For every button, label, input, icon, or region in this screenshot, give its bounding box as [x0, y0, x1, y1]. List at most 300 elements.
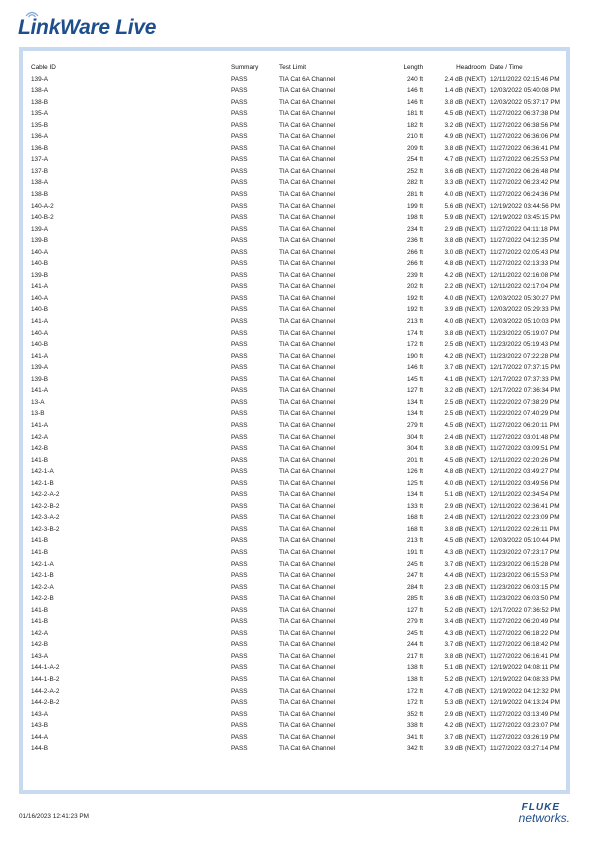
cell-length: 133 ft [407, 502, 423, 510]
table-row [31, 339, 564, 351]
cell-cable-id: 137-A [31, 156, 49, 164]
cell-date-time: 11/27/2022 03:01:48 PM [490, 433, 560, 441]
cell-date-time: 11/27/2022 06:36:41 PM [490, 144, 560, 152]
cell-headroom: 4.5 dB (NEXT) [444, 456, 486, 464]
cell-date-time: 11/23/2022 05:19:07 PM [490, 329, 560, 337]
cell-headroom: 2.5 dB (NEXT) [444, 398, 486, 406]
cell-length: 352 ft [407, 710, 423, 718]
cell-length: 146 ft [407, 98, 423, 106]
cell-length: 146 ft [407, 87, 423, 95]
cell-summary: PASS [231, 606, 248, 614]
cell-length: 284 ft [407, 583, 423, 591]
table-row [31, 74, 564, 86]
cell-headroom: 1.4 dB (NEXT) [444, 87, 486, 95]
cell-length: 213 ft [407, 318, 423, 326]
table-row [31, 489, 564, 501]
cell-headroom: 3.8 dB (NEXT) [444, 329, 486, 337]
cell-summary: PASS [231, 572, 248, 580]
cell-test-limit: TIA Cat 6A Channel [279, 352, 336, 360]
networks-brand-text: networks. [518, 811, 570, 825]
cell-headroom: 2.9 dB (NEXT) [444, 225, 486, 233]
cell-date-time: 12/11/2022 02:15:46 PM [490, 75, 560, 83]
cell-summary: PASS [231, 456, 248, 464]
cell-summary: PASS [231, 375, 248, 383]
cell-cable-id: 140-B [31, 306, 49, 314]
table-row [31, 524, 564, 536]
cell-headroom: 4.3 dB (NEXT) [444, 548, 486, 556]
cell-length: 266 ft [407, 248, 423, 256]
cell-test-limit: TIA Cat 6A Channel [279, 699, 336, 707]
cell-length: 304 ft [407, 433, 423, 441]
cell-date-time: 12/11/2022 02:17:04 PM [490, 283, 560, 291]
cell-cable-id: 142-2-B [31, 595, 54, 603]
cell-headroom: 4.0 dB (NEXT) [444, 318, 486, 326]
cell-date-time: 12/17/2022 07:36:34 PM [490, 387, 560, 395]
cell-summary: PASS [231, 618, 248, 626]
table-row [31, 224, 564, 236]
cell-summary: PASS [231, 733, 248, 741]
cell-test-limit: TIA Cat 6A Channel [279, 456, 336, 464]
cell-headroom: 3.6 dB (NEXT) [444, 167, 486, 175]
cell-headroom: 4.4 dB (NEXT) [444, 572, 486, 580]
cell-test-limit: TIA Cat 6A Channel [279, 225, 336, 233]
cell-length: 192 ft [407, 306, 423, 314]
cell-cable-id: 141-A [31, 283, 49, 291]
linkware-live-logo [18, 10, 218, 44]
cell-cable-id: 144-B [31, 745, 49, 753]
cell-summary: PASS [231, 387, 248, 395]
cell-length: 172 ft [407, 699, 423, 707]
cell-summary: PASS [231, 652, 248, 660]
cell-test-limit: TIA Cat 6A Channel [279, 468, 336, 476]
header-summary: Summary [231, 64, 259, 71]
table-row [31, 570, 564, 582]
cell-summary: PASS [231, 468, 248, 476]
cell-cable-id: 142-1-B [31, 479, 54, 487]
table-header-row [31, 62, 564, 74]
cell-test-limit: TIA Cat 6A Channel [279, 445, 336, 453]
cell-summary: PASS [231, 214, 248, 222]
cell-headroom: 5.3 dB (NEXT) [444, 699, 486, 707]
table-row [31, 247, 564, 259]
cell-date-time: 12/19/2022 04:08:33 PM [490, 675, 560, 683]
cell-test-limit: TIA Cat 6A Channel [279, 572, 336, 580]
cell-date-time: 11/22/2022 07:40:29 PM [490, 410, 560, 418]
cell-test-limit: TIA Cat 6A Channel [279, 745, 336, 753]
cell-date-time: 12/17/2022 07:36:52 PM [490, 606, 560, 614]
cell-date-time: 11/27/2022 06:25:53 PM [490, 156, 560, 164]
cell-test-limit: TIA Cat 6A Channel [279, 110, 336, 118]
cell-cable-id: 13-A [31, 398, 45, 406]
cell-cable-id: 139-A [31, 225, 49, 233]
table-row [31, 732, 564, 744]
cell-summary: PASS [231, 583, 248, 591]
cell-headroom: 3.8 dB (NEXT) [444, 525, 486, 533]
cell-date-time: 11/27/2022 02:13:33 PM [490, 260, 560, 268]
table-row [31, 258, 564, 270]
cell-summary: PASS [231, 410, 248, 418]
cell-summary: PASS [231, 225, 248, 233]
cell-length: 138 ft [407, 664, 423, 672]
table-body [31, 74, 564, 755]
cell-cable-id: 142-1-A [31, 560, 54, 568]
cell-date-time: 11/27/2022 06:18:42 PM [490, 641, 560, 649]
cell-headroom: 5.1 dB (NEXT) [444, 664, 486, 672]
cell-date-time: 11/27/2022 03:09:51 PM [490, 445, 560, 453]
table-row [31, 328, 564, 340]
table-row [31, 628, 564, 640]
cell-headroom: 4.7 dB (NEXT) [444, 156, 486, 164]
cell-length: 245 ft [407, 629, 423, 637]
table-row [31, 420, 564, 432]
table-row [31, 212, 564, 224]
cell-length: 127 ft [407, 606, 423, 614]
cell-cable-id: 137-B [31, 167, 49, 175]
cell-summary: PASS [231, 722, 248, 730]
cell-headroom: 4.2 dB (NEXT) [444, 722, 486, 730]
cell-length: 127 ft [407, 387, 423, 395]
cell-summary: PASS [231, 364, 248, 372]
cell-cable-id: 142-2-A-2 [31, 491, 60, 499]
cell-headroom: 5.2 dB (NEXT) [444, 675, 486, 683]
cell-cable-id: 142-2-B-2 [31, 502, 60, 510]
cell-date-time: 11/23/2022 07:22:28 PM [490, 352, 560, 360]
cell-test-limit: TIA Cat 6A Channel [279, 214, 336, 222]
cell-test-limit: TIA Cat 6A Channel [279, 318, 336, 326]
cell-length: 217 ft [407, 652, 423, 660]
cell-headroom: 3.8 dB (NEXT) [444, 652, 486, 660]
cell-test-limit: TIA Cat 6A Channel [279, 202, 336, 210]
cell-cable-id: 140-A [31, 248, 49, 256]
cell-summary: PASS [231, 202, 248, 210]
cell-test-limit: TIA Cat 6A Channel [279, 687, 336, 695]
cell-test-limit: TIA Cat 6A Channel [279, 722, 336, 730]
cell-headroom: 4.5 dB (NEXT) [444, 110, 486, 118]
table-row [31, 293, 564, 305]
cell-date-time: 11/27/2022 04:12:35 PM [490, 237, 560, 245]
cell-summary: PASS [231, 491, 248, 499]
cell-length: 172 ft [407, 687, 423, 695]
cell-test-limit: TIA Cat 6A Channel [279, 75, 336, 83]
cell-headroom: 3.7 dB (NEXT) [444, 364, 486, 372]
cell-cable-id: 140-B [31, 260, 49, 268]
cell-date-time: 11/27/2022 06:20:11 PM [490, 421, 560, 429]
cell-summary: PASS [231, 675, 248, 683]
cable-test-table [31, 62, 564, 755]
cell-test-limit: TIA Cat 6A Channel [279, 583, 336, 591]
cell-summary: PASS [231, 664, 248, 672]
cell-cable-id: 140-B-2 [31, 214, 54, 222]
cell-date-time: 11/23/2022 06:15:53 PM [490, 572, 560, 580]
cell-cable-id: 142-A [31, 629, 49, 637]
cell-length: 285 ft [407, 595, 423, 603]
cell-cable-id: 138-B [31, 98, 49, 106]
cell-headroom: 5.6 dB (NEXT) [444, 202, 486, 210]
cell-length: 247 ft [407, 572, 423, 580]
cell-summary: PASS [231, 133, 248, 141]
table-row [31, 304, 564, 316]
cell-test-limit: TIA Cat 6A Channel [279, 675, 336, 683]
cell-length: 342 ft [407, 745, 423, 753]
cell-summary: PASS [231, 479, 248, 487]
cell-date-time: 12/19/2022 03:44:56 PM [490, 202, 560, 210]
cell-date-time: 11/22/2022 07:38:29 PM [490, 398, 560, 406]
cell-test-limit: TIA Cat 6A Channel [279, 260, 336, 268]
cell-cable-id: 140-A-2 [31, 202, 54, 210]
cell-test-limit: TIA Cat 6A Channel [279, 98, 336, 106]
cell-date-time: 12/19/2022 04:08:11 PM [490, 664, 560, 672]
cell-summary: PASS [231, 502, 248, 510]
cell-date-time: 12/03/2022 05:29:33 PM [490, 306, 560, 314]
cell-length: 168 ft [407, 525, 423, 533]
cell-date-time: 12/11/2022 02:16:08 PM [490, 271, 560, 279]
cell-test-limit: TIA Cat 6A Channel [279, 329, 336, 337]
cell-test-limit: TIA Cat 6A Channel [279, 491, 336, 499]
cell-headroom: 5.1 dB (NEXT) [444, 491, 486, 499]
cell-headroom: 4.8 dB (NEXT) [444, 260, 486, 268]
cell-date-time: 12/11/2022 02:23:09 PM [490, 514, 560, 522]
cell-cable-id: 143-A [31, 710, 49, 718]
cell-length: 174 ft [407, 329, 423, 337]
cell-cable-id: 139-A [31, 75, 49, 83]
cell-headroom: 2.9 dB (NEXT) [444, 710, 486, 718]
cell-test-limit: TIA Cat 6A Channel [279, 191, 336, 199]
cell-cable-id: 135-A [31, 110, 49, 118]
table-row [31, 743, 564, 755]
cell-test-limit: TIA Cat 6A Channel [279, 421, 336, 429]
cell-cable-id: 141-B [31, 606, 49, 614]
cell-length: 134 ft [407, 491, 423, 499]
table-row [31, 235, 564, 247]
cell-date-time: 12/17/2022 07:37:15 PM [490, 364, 560, 372]
cell-headroom: 5.9 dB (NEXT) [444, 214, 486, 222]
cell-summary: PASS [231, 75, 248, 83]
table-row [31, 547, 564, 559]
cell-headroom: 3.9 dB (NEXT) [444, 745, 486, 753]
cell-headroom: 4.5 dB (NEXT) [444, 537, 486, 545]
cell-test-limit: TIA Cat 6A Channel [279, 514, 336, 522]
table-row [31, 374, 564, 386]
cell-test-limit: TIA Cat 6A Channel [279, 537, 336, 545]
cell-date-time: 11/27/2022 06:24:36 PM [490, 191, 560, 199]
cell-cable-id: 142-3-B-2 [31, 525, 60, 533]
table-row [31, 143, 564, 155]
cell-headroom: 4.2 dB (NEXT) [444, 352, 486, 360]
cell-test-limit: TIA Cat 6A Channel [279, 525, 336, 533]
cell-cable-id: 140-A [31, 329, 49, 337]
table-row [31, 385, 564, 397]
cell-length: 198 ft [407, 214, 423, 222]
cell-date-time: 11/27/2022 06:16:41 PM [490, 652, 560, 660]
cell-headroom: 4.5 dB (NEXT) [444, 421, 486, 429]
cell-cable-id: 143-B [31, 722, 49, 730]
cell-test-limit: TIA Cat 6A Channel [279, 144, 336, 152]
cell-length: 202 ft [407, 283, 423, 291]
cell-test-limit: TIA Cat 6A Channel [279, 502, 336, 510]
cell-summary: PASS [231, 237, 248, 245]
table-row [31, 651, 564, 663]
cell-length: 168 ft [407, 514, 423, 522]
cell-summary: PASS [231, 283, 248, 291]
table-row [31, 720, 564, 732]
cell-headroom: 3.7 dB (NEXT) [444, 560, 486, 568]
table-row [31, 559, 564, 571]
table-row [31, 697, 564, 709]
cell-date-time: 11/23/2022 06:15:28 PM [490, 560, 560, 568]
cell-length: 240 ft [407, 75, 423, 83]
table-row [31, 85, 564, 97]
cell-test-limit: TIA Cat 6A Channel [279, 606, 336, 614]
cell-summary: PASS [231, 710, 248, 718]
cell-length: 266 ft [407, 260, 423, 268]
cell-cable-id: 139-B [31, 375, 49, 383]
cell-cable-id: 138-A [31, 179, 49, 187]
table-row [31, 674, 564, 686]
cell-test-limit: TIA Cat 6A Channel [279, 652, 336, 660]
cell-test-limit: TIA Cat 6A Channel [279, 87, 336, 95]
cell-summary: PASS [231, 306, 248, 314]
cell-date-time: 11/27/2022 06:36:06 PM [490, 133, 560, 141]
cell-test-limit: TIA Cat 6A Channel [279, 595, 336, 603]
cell-cable-id: 142-A [31, 433, 49, 441]
cell-headroom: 3.8 dB (NEXT) [444, 445, 486, 453]
table-row [31, 97, 564, 109]
cell-cable-id: 142-B [31, 445, 49, 453]
cell-length: 210 ft [407, 133, 423, 141]
cell-headroom: 2.3 dB (NEXT) [444, 583, 486, 591]
cell-date-time: 11/27/2022 03:23:07 PM [490, 722, 560, 730]
cell-cable-id: 142-B [31, 641, 49, 649]
cell-headroom: 3.7 dB (NEXT) [444, 641, 486, 649]
cell-summary: PASS [231, 191, 248, 199]
cell-headroom: 3.3 dB (NEXT) [444, 179, 486, 187]
cell-cable-id: 141-A [31, 387, 49, 395]
cell-test-limit: TIA Cat 6A Channel [279, 375, 336, 383]
cell-headroom: 2.4 dB (NEXT) [444, 514, 486, 522]
cell-headroom: 4.9 dB (NEXT) [444, 133, 486, 141]
cell-test-limit: TIA Cat 6A Channel [279, 479, 336, 487]
cell-test-limit: TIA Cat 6A Channel [279, 733, 336, 741]
header-headroom: Headroom [456, 64, 486, 71]
cell-date-time: 12/11/2022 02:36:41 PM [490, 502, 560, 510]
cell-length: 190 ft [407, 352, 423, 360]
cell-test-limit: TIA Cat 6A Channel [279, 294, 336, 302]
cell-cable-id: 141-B [31, 537, 49, 545]
table-row [31, 593, 564, 605]
cell-summary: PASS [231, 121, 248, 129]
cell-date-time: 12/11/2022 03:49:27 PM [490, 468, 560, 476]
cell-date-time: 11/23/2022 06:03:15 PM [490, 583, 560, 591]
cell-headroom: 2.4 dB (NEXT) [444, 75, 486, 83]
cell-summary: PASS [231, 352, 248, 360]
cell-headroom: 3.2 dB (NEXT) [444, 387, 486, 395]
cell-test-limit: TIA Cat 6A Channel [279, 618, 336, 626]
cell-cable-id: 142-1-A [31, 468, 54, 476]
cell-date-time: 12/03/2022 05:40:08 PM [490, 87, 560, 95]
cell-cable-id: 141-A [31, 318, 49, 326]
table-row [31, 362, 564, 374]
cell-test-limit: TIA Cat 6A Channel [279, 560, 336, 568]
cell-date-time: 11/27/2022 06:38:56 PM [490, 121, 560, 129]
table-row [31, 189, 564, 201]
header-test-limit: Test Limit [279, 64, 306, 71]
table-row [31, 397, 564, 409]
table-row [31, 662, 564, 674]
cell-summary: PASS [231, 548, 248, 556]
cell-length: 213 ft [407, 537, 423, 545]
cell-length: 126 ft [407, 468, 423, 476]
cell-test-limit: TIA Cat 6A Channel [279, 710, 336, 718]
fluke-networks-logo [470, 802, 580, 830]
table-row [31, 466, 564, 478]
cell-length: 239 ft [407, 271, 423, 279]
cell-summary: PASS [231, 144, 248, 152]
cell-date-time: 12/03/2022 05:37:17 PM [490, 98, 560, 106]
cell-date-time: 11/27/2022 06:26:48 PM [490, 167, 560, 175]
cell-test-limit: TIA Cat 6A Channel [279, 548, 336, 556]
cell-length: 236 ft [407, 237, 423, 245]
cell-headroom: 3.8 dB (NEXT) [444, 144, 486, 152]
cell-headroom: 2.5 dB (NEXT) [444, 341, 486, 349]
cell-cable-id: 144-2-A-2 [31, 687, 60, 695]
cell-test-limit: TIA Cat 6A Channel [279, 248, 336, 256]
table-row [31, 501, 564, 513]
cell-summary: PASS [231, 179, 248, 187]
cell-date-time: 11/27/2022 06:18:22 PM [490, 629, 560, 637]
cell-length: 191 ft [407, 548, 423, 556]
cell-summary: PASS [231, 421, 248, 429]
cell-test-limit: TIA Cat 6A Channel [279, 341, 336, 349]
table-row [31, 639, 564, 651]
cell-headroom: 2.2 dB (NEXT) [444, 283, 486, 291]
cell-cable-id: 144-2-B-2 [31, 699, 60, 707]
cell-headroom: 3.9 dB (NEXT) [444, 306, 486, 314]
cell-headroom: 4.0 dB (NEXT) [444, 191, 486, 199]
table-row [31, 605, 564, 617]
table-row [31, 443, 564, 455]
cell-test-limit: TIA Cat 6A Channel [279, 398, 336, 406]
cell-cable-id: 140-B [31, 341, 49, 349]
cell-summary: PASS [231, 294, 248, 302]
cell-summary: PASS [231, 167, 248, 175]
cell-headroom: 2.4 dB (NEXT) [444, 433, 486, 441]
cell-length: 134 ft [407, 410, 423, 418]
print-date: 01/16/2023 12:41:23 PM [19, 813, 89, 820]
cell-summary: PASS [231, 248, 248, 256]
cell-summary: PASS [231, 699, 248, 707]
cell-length: 281 ft [407, 191, 423, 199]
cell-date-time: 11/27/2022 06:23:42 PM [490, 179, 560, 187]
table-row [31, 351, 564, 363]
cell-cable-id: 136-A [31, 133, 49, 141]
header-date-time: Date / Time [490, 64, 523, 71]
table-row [31, 455, 564, 467]
report-frame [19, 47, 570, 794]
table-row [31, 686, 564, 698]
cell-summary: PASS [231, 514, 248, 522]
cell-test-limit: TIA Cat 6A Channel [279, 641, 336, 649]
table-row [31, 154, 564, 166]
cell-date-time: 12/11/2022 02:26:11 PM [490, 525, 560, 533]
cell-date-time: 12/11/2022 02:34:54 PM [490, 491, 560, 499]
cell-headroom: 3.8 dB (NEXT) [444, 98, 486, 106]
cell-headroom: 2.5 dB (NEXT) [444, 410, 486, 418]
cell-summary: PASS [231, 629, 248, 637]
cell-test-limit: TIA Cat 6A Channel [279, 664, 336, 672]
cell-summary: PASS [231, 87, 248, 95]
cell-date-time: 12/03/2022 05:30:27 PM [490, 294, 560, 302]
cell-cable-id: 138-B [31, 191, 49, 199]
